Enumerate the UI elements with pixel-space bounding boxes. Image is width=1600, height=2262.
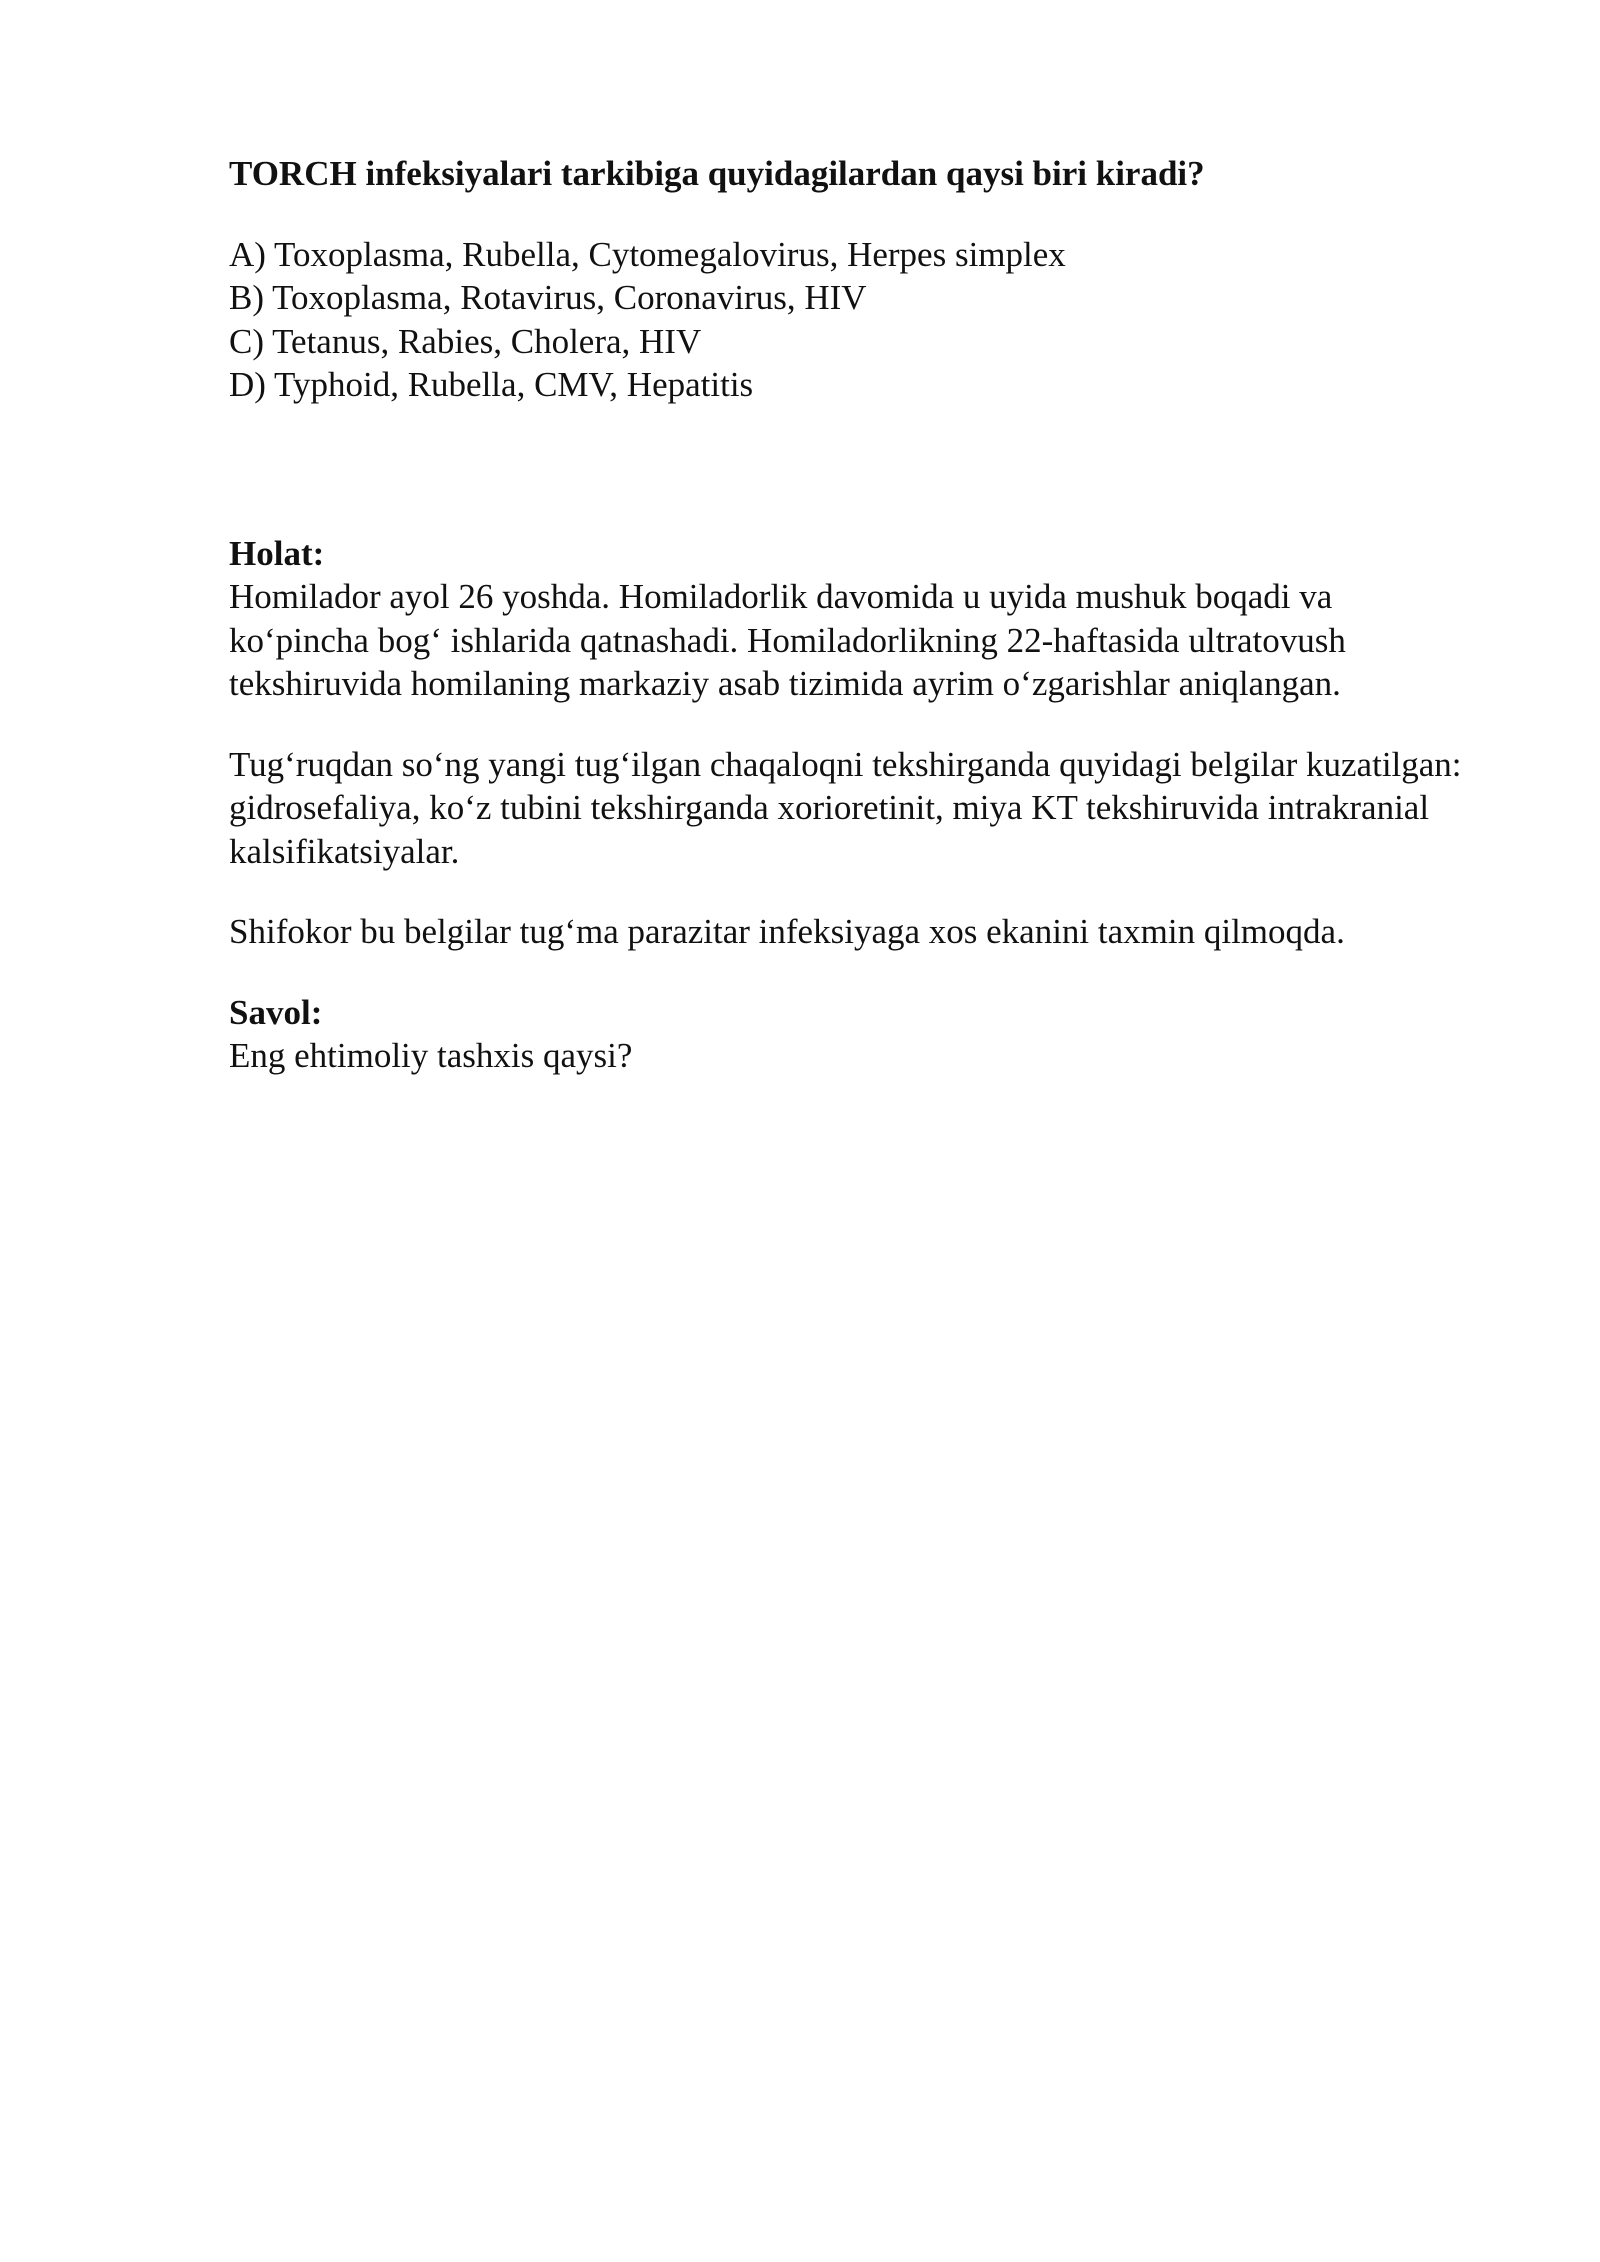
case-paragraph-3: Shifokor bu belgilar tug‘ma parazitar infeksiyaga xos ekanini taxmin qilmoqda. (229, 912, 1345, 951)
option-a: A) Toxoplasma, Rubella, Cytomegalovirus, Herpes simplex (229, 234, 1066, 274)
answer-options (229, 233, 1469, 407)
option-b: B) Toxoplasma, Rotavirus, Coronavirus, HIV (229, 278, 867, 317)
document-page (229, 152, 1469, 1078)
case-paragraph-2: Tug‘ruqdan so‘ng yangi tug‘ilgan chaqaloqni tekshirganda quyidagi belgilar kuzatilgan: gidrosefaliya, ko‘z tubini tekshirganda xorioretinit, miya KT tekshiruvida intrakranial kalsifikatsiyalar. (229, 744, 1462, 871)
case-heading: Holat: (229, 533, 325, 573)
savol-heading: Savol: (229, 992, 323, 1032)
option-c: C) Tetanus, Rabies, Cholera, HIV (229, 321, 702, 361)
option-d: D) Typhoid, Rubella, CMV, Hepatitis (229, 365, 754, 404)
case-paragraph-1: Homilador ayol 26 yoshda. Homiladorlik davomida u uyida mushuk boqadi va ko‘pincha bog‘ ishlarida qatnashadi. Homiladorlikning 22-haftasida ultratovush tekshiruvida homilaning markaziy asab tizimida ayrim o‘zgarishlar aniqlangan. (229, 577, 1346, 703)
savol-text: Eng ehtimoliy tashxis qaysi? (229, 1036, 633, 1075)
question-title: TORCH infeksiyalari tarkibiga quyidagilardan qaysi biri kiradi? (229, 154, 1205, 193)
